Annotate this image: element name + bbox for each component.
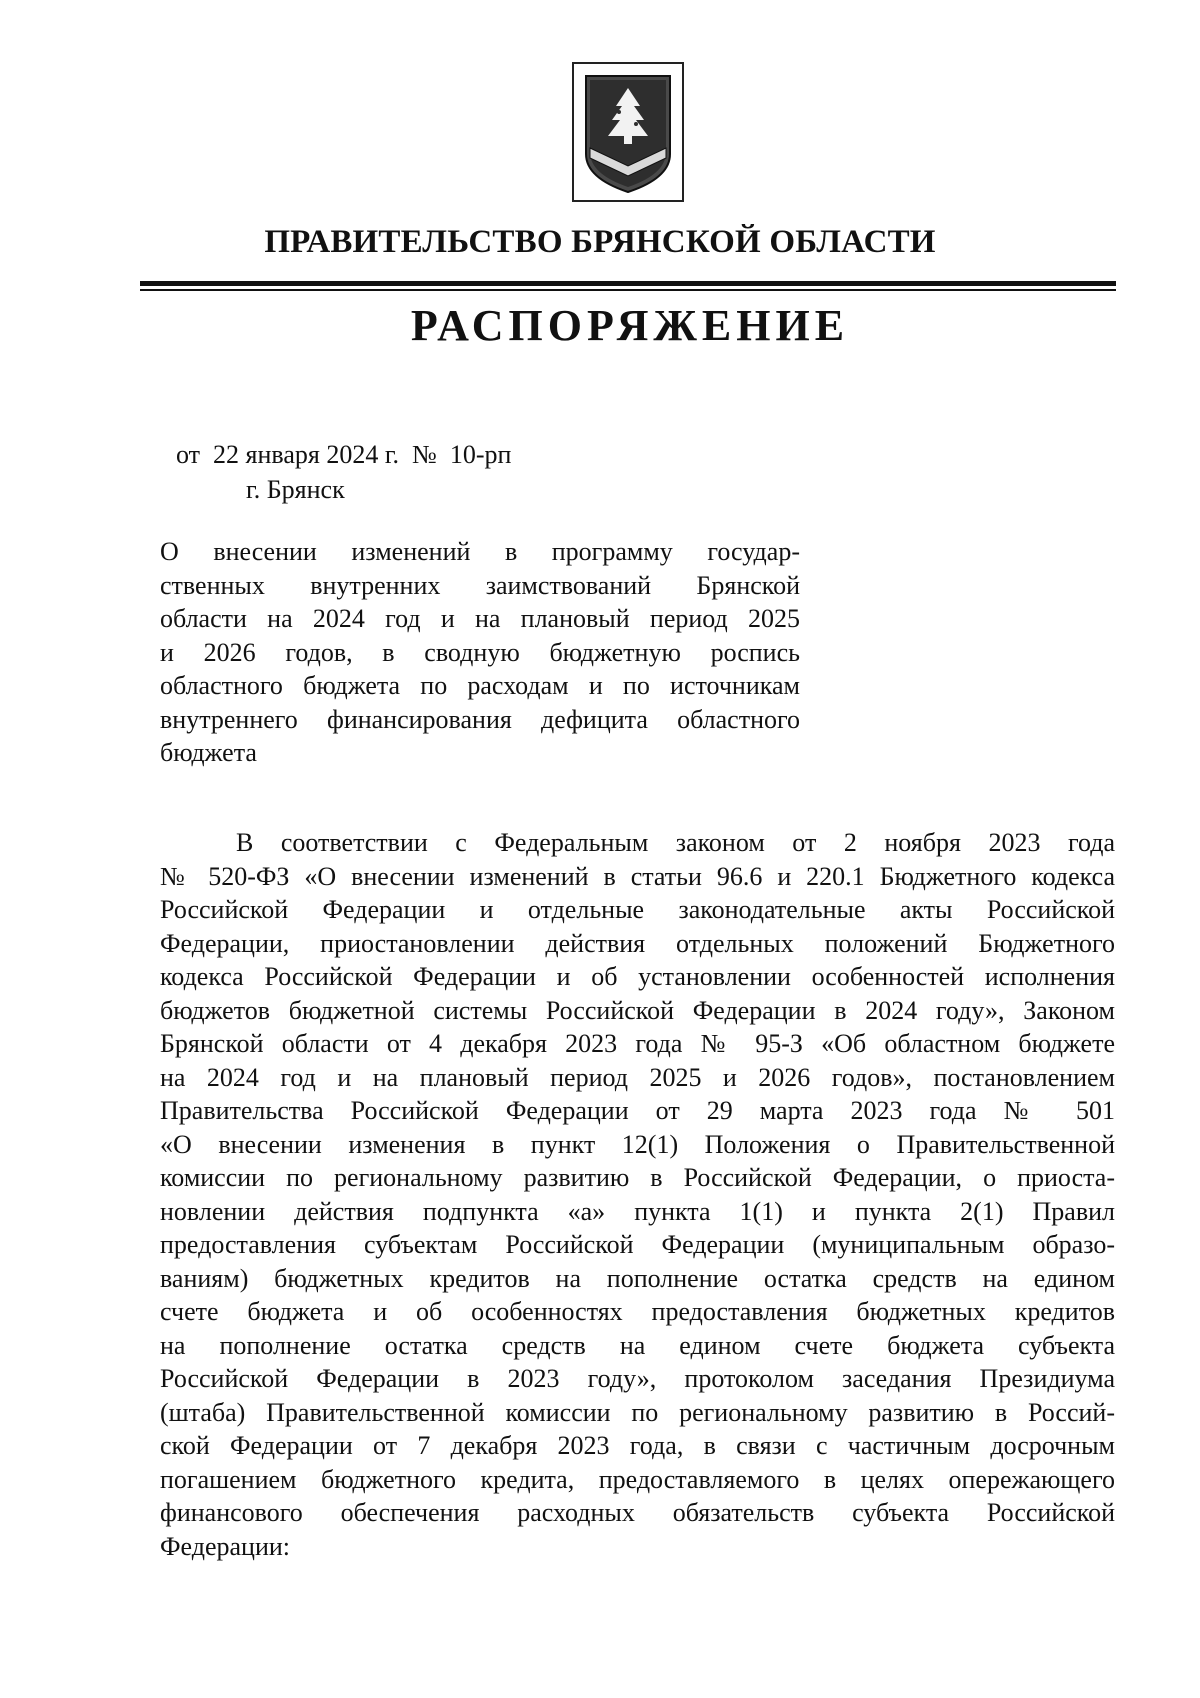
- body-line: Российской Федерации в 2023 году», протоколом заседания Президиума: [160, 1364, 1115, 1393]
- bryansk-coat-of-arms-icon: [572, 62, 684, 202]
- body-line: В соответствии с Федеральным законом от 2 ноября 2023 года: [236, 828, 1115, 857]
- header-divider-thick: [140, 281, 1116, 286]
- subject-line: областного бюджета по расходам и по источникам: [160, 671, 800, 700]
- subject-line: и 2026 годов, в сводную бюджетную роспись: [160, 637, 800, 667]
- body-line: Правительства Российской Федерации от 29 марта 2023 года № 501: [160, 1096, 1115, 1125]
- body-line: «О внесении изменения в пункт 12(1) Положения о Правительственной: [160, 1129, 1115, 1159]
- body-line: ваниям) бюджетных кредитов на пополнение остатка средств на едином: [160, 1263, 1115, 1293]
- body-line: кодекса Российской Федерации и об установлении особенностей исполнения: [160, 962, 1115, 991]
- body-paragraph: [160, 826, 1115, 1563]
- body-line: комиссии по региональному развитию в Российской Федерации, о приоста-: [160, 1163, 1115, 1192]
- document-type-title: РАСПОРЯЖЕНИЕ: [410, 301, 850, 350]
- subject-line: О внесении изменений в программу государ-: [160, 537, 800, 566]
- subject-line: внутреннего финансирования дефицита областного: [160, 704, 800, 734]
- header-divider-thin: [140, 289, 1116, 291]
- body-line: № 520-ФЗ «О внесении изменений в статьи 96.6 и 220.1 Бюджетного кодекса: [160, 861, 1115, 891]
- body-line: Брянской области от 4 декабря 2023 года № 95-З «Об областном бюджете: [160, 1029, 1115, 1058]
- body-line: Российской Федерации и отдельные законодательные акты Российской: [160, 895, 1115, 924]
- subject-line: области на 2024 год и на плановый период 2025: [160, 604, 800, 633]
- organization-name: ПРАВИТЕЛЬСТВО БРЯНСКОЙ ОБЛАСТИ: [264, 224, 936, 260]
- document-subject: [160, 535, 800, 770]
- body-line: Федерации:: [160, 1531, 291, 1561]
- subject-line: бюджета: [160, 738, 257, 767]
- body-line: на 2024 год и на плановый период 2025 и 2026 годов», постановлением: [160, 1062, 1115, 1092]
- body-line: ской Федерации от 7 декабря 2023 года, в связи с частичным досрочным: [160, 1431, 1115, 1460]
- body-line: счете бюджета и об особенностях предоставления бюджетных кредитов: [160, 1297, 1115, 1326]
- body-line: погашением бюджетного кредита, предоставляемого в целях опережающего: [160, 1464, 1115, 1494]
- body-line: (штаба) Правительственной комиссии по региональному развитию в Россий-: [160, 1397, 1115, 1427]
- body-line: на пополнение остатка средств на едином счете бюджета субъекта: [160, 1330, 1115, 1360]
- body-line: предоставления субъектам Российской Федерации (муниципальным образо-: [160, 1230, 1115, 1259]
- subject-line: ственных внутренних заимствований Брянской: [160, 570, 800, 600]
- body-line: финансового обеспечения расходных обязательств субъекта Российской: [160, 1498, 1115, 1527]
- date-number-line: от 22 января 2024 г. № 10-рп: [176, 440, 512, 469]
- body-line: бюджетов бюджетной системы Российской Федерации в 2024 году», Законом: [160, 995, 1115, 1025]
- body-line: Федерации, приостановлении действия отдельных положений Бюджетного: [160, 928, 1115, 958]
- body-line: новлении действия подпункта «а» пункта 1(1) и пункта 2(1) Правил: [160, 1196, 1115, 1226]
- issue-city: г. Брянск: [246, 475, 345, 504]
